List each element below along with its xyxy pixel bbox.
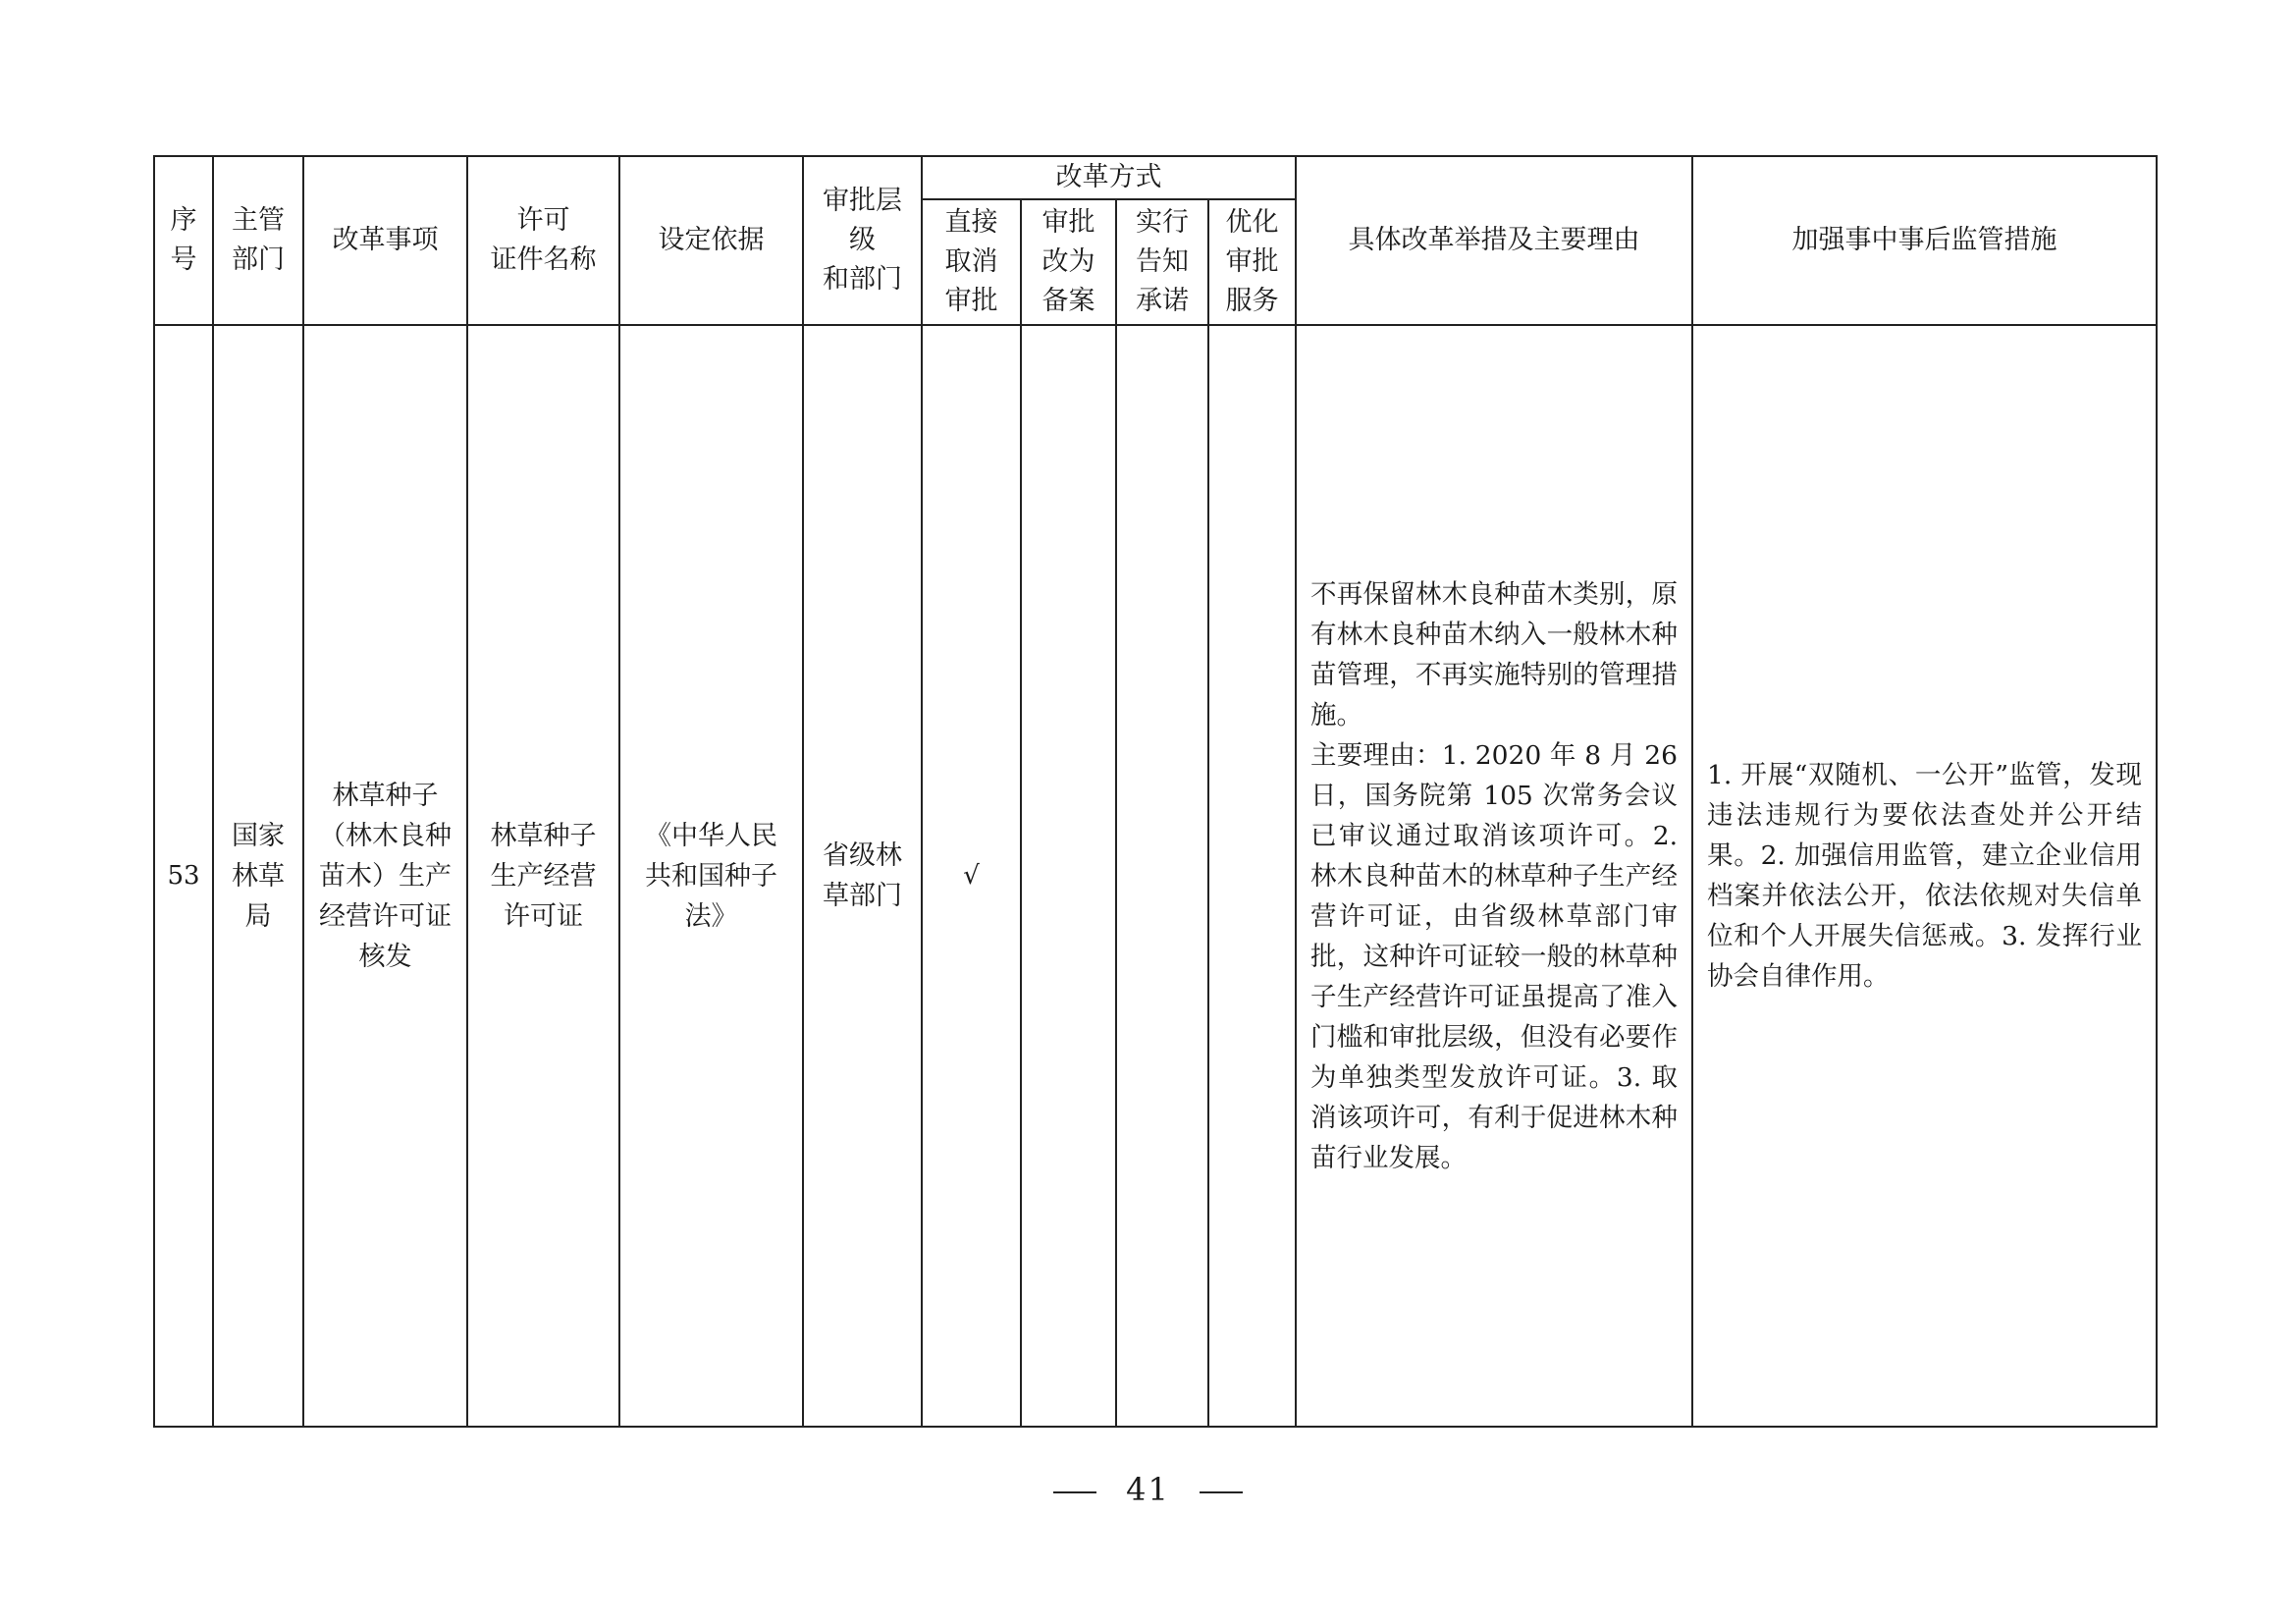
- cell-method-cancel: [922, 325, 1021, 1427]
- cell-measures: 不再保留林木良种苗木类别，原有林木良种苗木纳入一般林木种苗管理，不再实施特别的管理措施。 主要理由：1. 2020 年 8 月 26 日，国务院第 105 次常务会议已审议通过取消该项许可。2. 林木良种苗木的林草种子生产经营许可证，由省级林草部门审批，这种许可证较一般的林草种子生产经营许可证虽提高了准入门槛和审批层级，但没有必要作为单独类型发放许可证。3. 取消该项许可，有利于促进林木种苗行业发展。: [1296, 325, 1692, 1427]
- page-footer: [0, 1471, 2296, 1508]
- cell-legal-basis: 《中华人民 共和国种子 法》: [619, 325, 803, 1427]
- cell-license-name: 林草种子 生产经营 许可证: [467, 325, 619, 1427]
- table-row: [154, 325, 2157, 1427]
- page-number: 41: [1126, 1471, 1170, 1508]
- reform-table: [153, 155, 2158, 1428]
- header-measures: 具体改革举措及主要理由: [1296, 156, 1692, 325]
- header-supervision: 加强事中事后监管措施: [1692, 156, 2157, 325]
- header-method-filing: 审批 改为 备案: [1021, 199, 1116, 325]
- header-approval-level: 审批层级 和部门: [803, 156, 922, 325]
- cell-seq: 53: [154, 325, 213, 1427]
- header-dept: 主管 部门: [213, 156, 303, 325]
- header-method-optimize: 优化 审批 服务: [1208, 199, 1296, 325]
- header-seq: 序 号: [154, 156, 213, 325]
- cell-reform-item: 林草种子 （林木良种 苗木）生产 经营许可证 核发: [303, 325, 467, 1427]
- footer-dash-right: [1200, 1491, 1243, 1493]
- cell-supervision: 1. 开展“双随机、一公开”监管，发现违法违规行为要依法查处并公开结果。2. 加强信用监管，建立企业信用档案并依法公开，依法依规对失信单位和个人开展失信惩戒。3. 发挥行业协会自律作用。: [1692, 325, 2157, 1427]
- header-license-name: 许可 证件名称: [467, 156, 619, 325]
- header-method-notify: 实行 告知 承诺: [1116, 199, 1208, 325]
- header-method-cancel: 直接 取消 审批: [922, 199, 1021, 325]
- cell-approval-level: 省级林 草部门: [803, 325, 922, 1427]
- header-legal-basis: 设定依据: [619, 156, 803, 325]
- cell-method-filing: [1021, 325, 1116, 1427]
- cell-method-notify: [1116, 325, 1208, 1427]
- header-reform-methods: 改革方式: [922, 156, 1296, 199]
- header-reform-item: 改革事项: [303, 156, 467, 325]
- check-mark: √: [963, 861, 980, 891]
- footer-dash-left: [1053, 1491, 1096, 1493]
- cell-dept: 国家 林草局: [213, 325, 303, 1427]
- cell-method-optimize: [1208, 325, 1296, 1427]
